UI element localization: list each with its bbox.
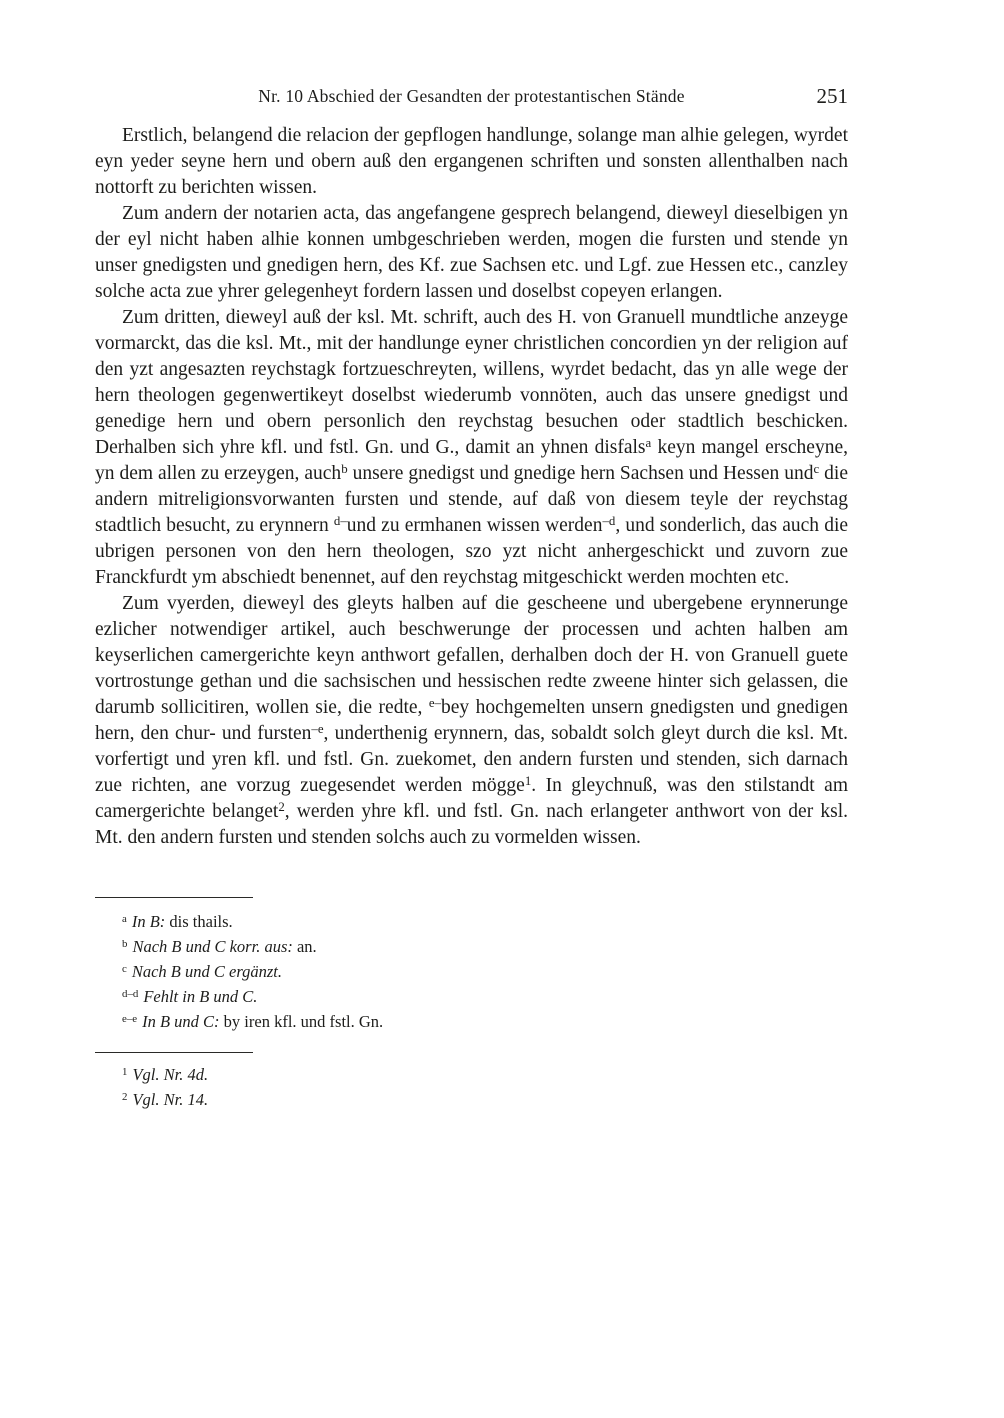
paragraph-1: Erstlich, belangend die relacion der gepflogen handlunge, solange man alhie gelegen, wyrdet eyn yeder seyne hern und obern auß den ergangenen schriften und sonsten allenthalben nach nottorft zu berichten wissen. bbox=[95, 125, 848, 198]
apparatus-note-a bbox=[95, 909, 848, 934]
footnote-mark-2: 2 bbox=[122, 1091, 128, 1104]
paragraph-4: Zum vyerden, dieweyl des gleyts halben auf die gescheene und ubergebene erynnerunge ezlicher notwendiger artikel, auch beschwerunge der processen und achten halben am keyserlichen camergerichte keyn anthwort gefallen, derhalben doch der H. von Granuell guete vortrostunge gethan und die sachsischen und hessischen redte zweene hinter sich gelassen, die darumb sollicitiren, wollen sie, die redte, $^{e-}$bey hochgemelten unsern gnedigsten und gnedigen hern, den chur- und fursten$^{-e}$, underthenig erynnern, das, sobaldt solch gleyt durch die ksl. Mt. vorfertigt und yren kfl. und fstl. Gn. zuekomet, den andern fursten und stenden, sich darnach zue richten, ane vorzug zuegesendet werden mögge$^1$. In gleychnuß, was den stilstandt am camergerichte belanget$^2$, werden yhre kfl. und fstl. Gn. nach erlangeter anthwort von der ksl. Mt. den andern fursten und stenden solchs auch zu vormelden wissen. bbox=[95, 593, 849, 848]
footnote-text-2: Vgl. Nr. 14. bbox=[132, 1090, 209, 1109]
apparatus-mark-e: e–e bbox=[122, 1013, 138, 1026]
apparatus-note-e bbox=[95, 1009, 848, 1034]
footnote-1 bbox=[95, 1062, 848, 1087]
footnote-section bbox=[95, 1052, 848, 1112]
apparatus-mark-d: d–d bbox=[122, 988, 139, 1001]
apparatus-text-a: In B: dis thails. bbox=[131, 912, 233, 931]
body-text bbox=[95, 123, 848, 851]
apparatus-text-e: In B und C: by iren kfl. und fstl. Gn. bbox=[142, 1012, 384, 1031]
apparatus-mark-c: c bbox=[122, 963, 127, 976]
apparatus-text-c: Nach B und C ergänzt. bbox=[131, 962, 283, 981]
apparatus-mark-a: a bbox=[122, 913, 127, 926]
apparatus-text-b: Nach B und C korr. aus: an. bbox=[132, 937, 317, 956]
paragraph-2: Zum andern der notarien acta, das angefangene gesprech belangend, dieweyl dieselbigen yn der eyl nicht haben alhie konnen umbgeschrieben werden, mogen die fursten und stende yn unser gnedigsten und gnedigen hern, des Kf. zue Sachsen etc. und Lgf. zue Hessen etc., canzley solche acta zue yhrer gelegenheyt fordern lassen und doselbst copeyen erlangen. bbox=[95, 203, 848, 302]
apparatus-section bbox=[95, 897, 848, 1034]
apparatus-note-c bbox=[95, 959, 848, 984]
apparatus-note-d bbox=[95, 984, 848, 1009]
page-header bbox=[95, 83, 848, 109]
apparatus-mark-b: b bbox=[122, 938, 128, 951]
footnote-text-1: Vgl. Nr. 4d. bbox=[132, 1065, 209, 1084]
footnote-rule bbox=[95, 1052, 253, 1053]
footnote-2 bbox=[95, 1087, 848, 1112]
footnote-mark-1: 1 bbox=[122, 1066, 128, 1079]
apparatus-note-b bbox=[95, 934, 848, 959]
paragraph-3: Zum dritten, dieweyl auß der ksl. Mt. schrift, auch des H. von Granuell mundtliche anzeyge vormarckt, das die ksl. Mt., mit der handlunge eyner christlichen concordien yn der religion auf den yzt angesazten reychstagk fortzueschreyten, willens, wyrdet bedacht, das yn alle wege der hern theologen gegenwertikeyt doselbst wiederumb vonnöten, auch das unsere gnedigst und genedige hern und obern personlich den reychstag besuchen oder stadtlich beschicken. Derhalben sich yhre kfl. und fstl. Gn. und G., damit an yhnen disfals$^a$ keyn mangel erscheyne, yn dem allen zu erzeygen, auch$^b$ unsere gnedigst und gnedige hern Sachsen und Hessen und$^c$ die andern mitreligionsvorwanten fursten und stende, auf daß von diesem teyle der reychstag stadtlich besucht, zu erynnern $^{d-}$und zu ermhanen wissen werden$^{-d}$, und sonderlich, das auch die ubrigen personen von den hern theologen, szo yzt nicht anhergeschickt und zuvorn zue Franckfurdt ym abschiedt benennet, auf den reychstag mitgeschickt werden mochten etc. bbox=[95, 307, 849, 588]
apparatus-rule bbox=[95, 897, 253, 898]
page-number: 251 bbox=[816, 84, 848, 108]
apparatus-text-d: Fehlt in B und C. bbox=[143, 987, 258, 1006]
running-title: Nr. 10 Abschied der Gesandten der protestantischen Stände bbox=[258, 86, 685, 106]
